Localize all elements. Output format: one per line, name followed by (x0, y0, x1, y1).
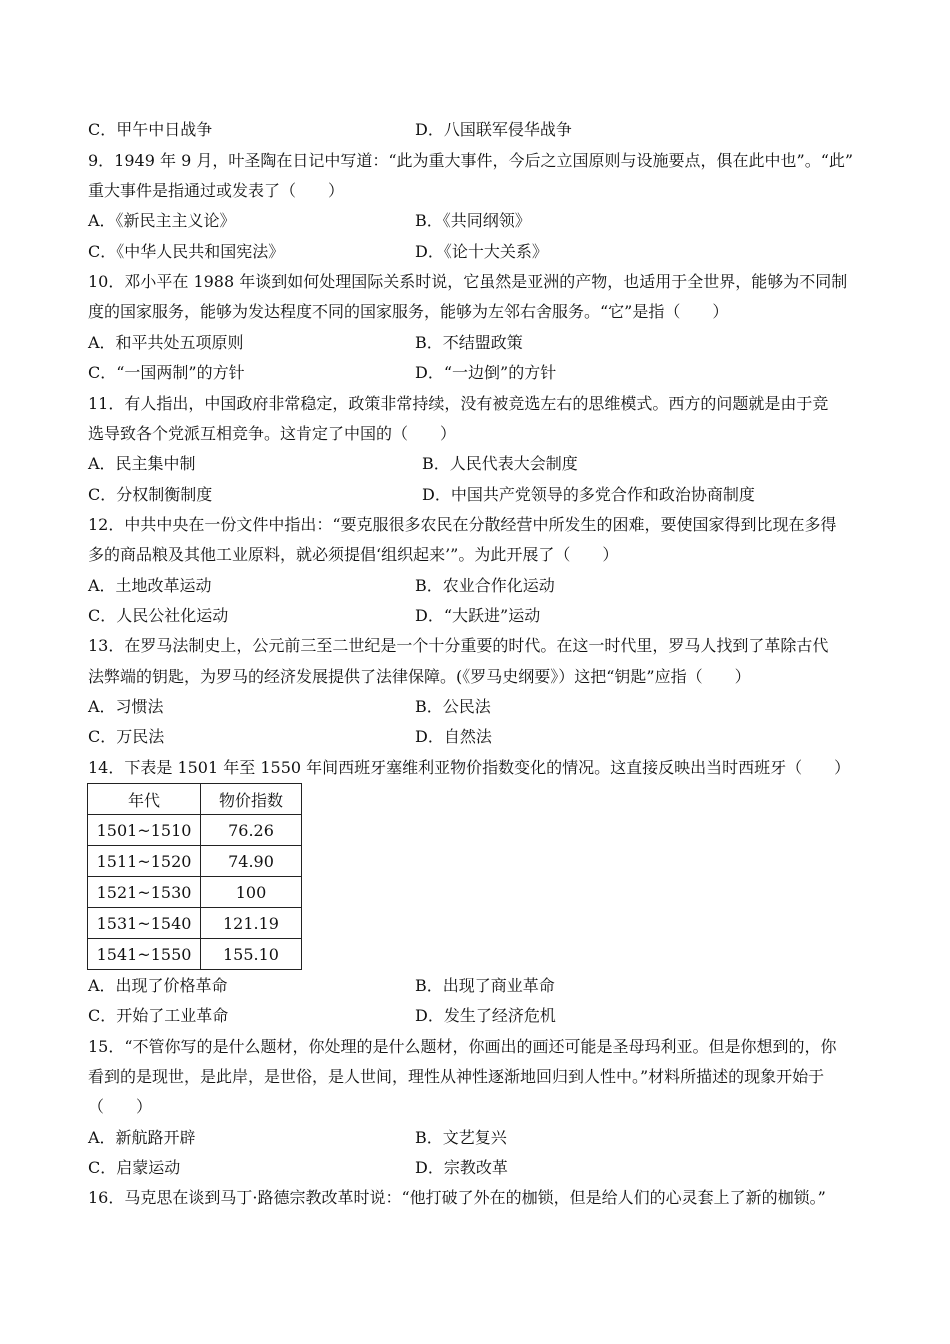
question-9-stem-cont: 重大事件是指通过或发表了（ ） (88, 181, 345, 200)
table-cell: 1511~1520 (88, 846, 201, 877)
question-16-stem: 16．马克思在谈到马丁·路德宗教改革时说：“他打破了外在的枷锁，但是给人们的心灵套上了新的枷锁。” (88, 1188, 826, 1207)
table-cell: 76.26 (201, 815, 302, 846)
option-d-q9: D．《论十大关系》 (415, 242, 548, 261)
option-b-q12: B．农业合作化运动 (415, 576, 555, 595)
question-13-stem-cont: 法弊端的钥匙，为罗马的经济发展提供了法律保障。(《罗马史纲要》）这把“钥匙”应指（ ） (88, 667, 751, 686)
table-header-cell: 年代 (88, 784, 201, 815)
option-d-q10: D．“一边倒”的方针 (415, 363, 557, 382)
question-14-stem: 14．下表是 1501 年至 1550 年间西班牙塞维利亚物价指数变化的情况。这直接反映出当时西班牙（ ） (88, 758, 851, 777)
table-cell: 155.10 (201, 939, 302, 970)
option-c-q12: C．人民公社化运动 (88, 606, 229, 625)
option-c-q15: C．启蒙运动 (88, 1158, 181, 1177)
table-row (88, 815, 302, 846)
question-13-stem: 13．在罗马法制史上，公元前三至二世纪是一个十分重要的时代。在这一时代里，罗马人找到了革除古代 (88, 636, 829, 655)
question-10-stem-cont: 度的国家服务，能够为发达程度不同的国家服务，能够为左邻右舍服务。“它”是指（ ） (88, 302, 729, 321)
option-a-q9: A．《新民主主义论》 (88, 211, 236, 230)
option-c-q11: C．分权制衡制度 (88, 485, 213, 504)
question-12-stem-cont: 多的商品粮及其他工业原料，就必须提倡‘组织起来’”。为此开展了（ ） (88, 545, 619, 564)
option-b-q11: B．人民代表大会制度 (422, 454, 578, 473)
option-a-q11: A．民主集中制 (88, 454, 196, 473)
question-11-stem: 11．有人指出，中国政府非常稳定，政策非常持续，没有被竞选左右的思维模式。西方的问题就是由于竞 (88, 394, 829, 413)
table-header-cell: 物价指数 (201, 784, 302, 815)
option-b-q15: B．文艺复兴 (415, 1128, 507, 1147)
option-d-q13: D．自然法 (415, 727, 492, 746)
price-index-table (87, 783, 302, 970)
table-cell: 100 (201, 877, 302, 908)
option-a-q12: A．土地改革运动 (88, 576, 212, 595)
question-15-stem: 15．“不管你写的是什么题材，你处理的是什么题材，你画出的画还可能是圣母玛利亚。但是你想到的，你 (88, 1037, 837, 1056)
question-12-stem: 12．中共中央在一份文件中指出：“要克服很多农民在分散经营中所发生的困难，要使国家得到比现在多得 (88, 515, 837, 534)
option-c-q8: C．甲午中日战争 (88, 120, 213, 139)
table-cell: 1521~1530 (88, 877, 201, 908)
question-15-answer-blank: （ ） (88, 1097, 153, 1116)
table-row (88, 908, 302, 939)
table-cell: 1541~1550 (88, 939, 201, 970)
option-b-q10: B．不结盟政策 (415, 333, 523, 352)
option-a-q15: A．新航路开辟 (88, 1128, 196, 1147)
option-a-q10: A．和平共处五项原则 (88, 333, 244, 352)
option-c-q10: C．“一国两制”的方针 (88, 363, 245, 382)
option-d-q15: D．宗教改革 (415, 1158, 508, 1177)
table-row (88, 877, 302, 908)
table-cell: 121.19 (201, 908, 302, 939)
option-c-q13: C．万民法 (88, 727, 165, 746)
table-header-row (88, 784, 302, 815)
option-c-q9: C．《中华人民共和国宪法》 (88, 242, 285, 261)
option-d-q11: D．中国共产党领导的多党合作和政治协商制度 (422, 485, 755, 504)
option-c-q14: C．开始了工业革命 (88, 1006, 229, 1025)
question-15-stem-cont: 看到的是现世，是此岸，是世俗，是人世间，理性从神性逐渐地回归到人性中。”材料所描述的现象开始于 (88, 1067, 825, 1086)
option-b-q9: B．《共同纲领》 (415, 211, 531, 230)
table-cell: 74.90 (201, 846, 302, 877)
option-d-q12: D．“大跃进”运动 (415, 606, 541, 625)
question-10-stem: 10．邓小平在 1988 年谈到如何处理国际关系时说，它虽然是亚洲的产物，也适用于全世界，能够为不同制 (88, 272, 848, 291)
option-a-q14: A．出现了价格革命 (88, 976, 228, 995)
question-9-stem: 9．1949 年 9 月，叶圣陶在日记中写道：“此为重大事件，今后之立国原则与设施要点，俱在此中也”。“此” (88, 151, 854, 170)
table-row (88, 846, 302, 877)
option-d-q14: D．发生了经济危机 (415, 1006, 556, 1025)
question-11-stem-cont: 选导致各个党派互相竞争。这肯定了中国的（ ） (88, 424, 457, 443)
table-cell: 1501~1510 (88, 815, 201, 846)
option-a-q13: A．习惯法 (88, 697, 164, 716)
option-d-q8: D．八国联军侵华战争 (415, 120, 572, 139)
option-b-q14: B．出现了商业革命 (415, 976, 555, 995)
table-cell: 1531~1540 (88, 908, 201, 939)
option-b-q13: B．公民法 (415, 697, 491, 716)
table-row (88, 939, 302, 970)
